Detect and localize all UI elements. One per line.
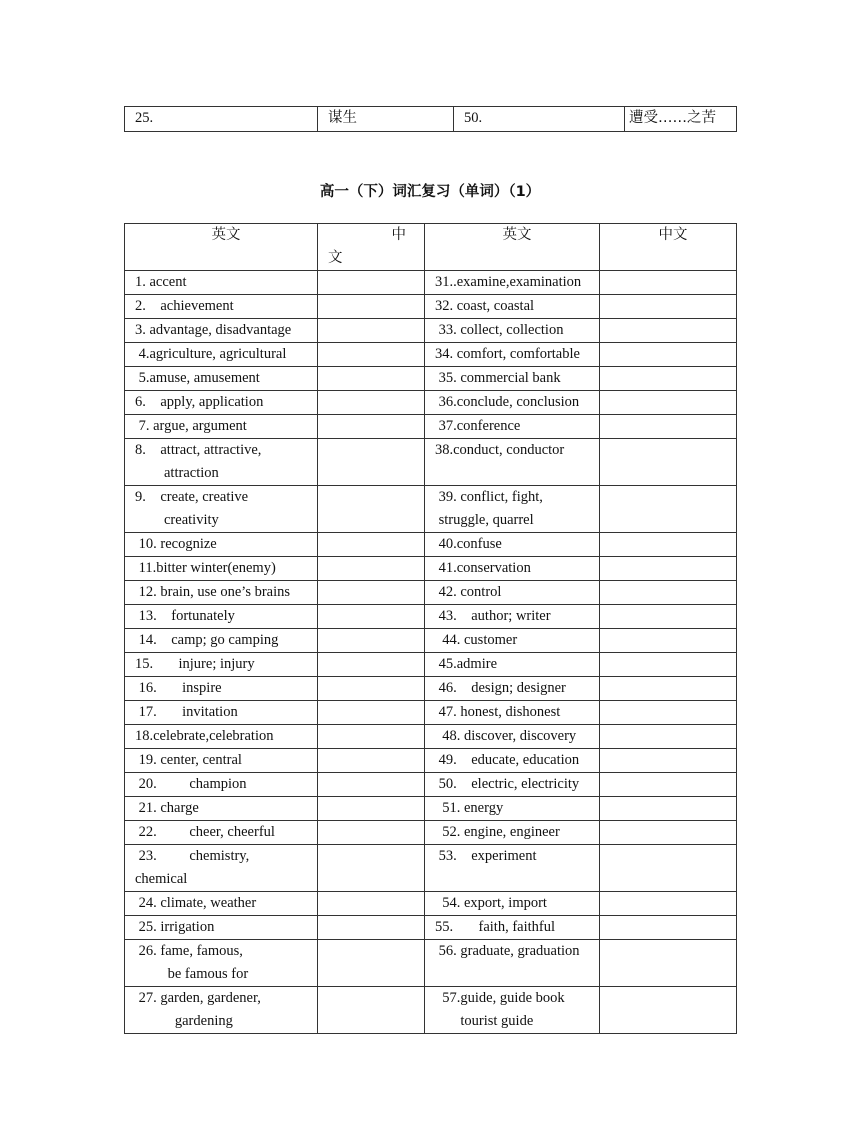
chinese-blank-right	[600, 533, 737, 557]
english-word-right: 56. graduate, graduation	[425, 940, 600, 987]
english-word-right: 45.admire	[425, 653, 600, 677]
chinese-blank-left	[318, 533, 425, 557]
english-word-right: 52. engine, engineer	[425, 821, 600, 845]
chinese-blank-right	[600, 581, 737, 605]
table-row	[125, 701, 737, 725]
chinese-blank-left	[318, 677, 425, 701]
english-word-left: 10. recognize	[125, 533, 318, 557]
english-word-right: 53. experiment	[425, 845, 600, 892]
table-row	[125, 271, 737, 295]
table-row	[125, 295, 737, 319]
table-row	[125, 916, 737, 940]
english-word-left: 13. fortunately	[125, 605, 318, 629]
english-word-right: 38.conduct, conductor	[425, 439, 600, 486]
english-word-left: 11.bitter winter(enemy)	[125, 557, 318, 581]
chinese-blank-right	[600, 295, 737, 319]
table-row	[125, 653, 737, 677]
header-chinese-left-char2: 文	[328, 250, 343, 266]
chinese-blank-right	[600, 605, 737, 629]
english-word-left: 12. brain, use one’s brains	[125, 581, 318, 605]
chinese-blank-right	[600, 343, 737, 367]
chinese-blank-left	[318, 343, 425, 367]
english-word-left: 22. cheer, cheerful	[125, 821, 318, 845]
table-row	[125, 797, 737, 821]
chinese-blank-right	[600, 821, 737, 845]
chinese-blank-left	[318, 439, 425, 486]
table-row	[125, 343, 737, 367]
chinese-blank-right	[600, 892, 737, 916]
english-word-right: 43. author; writer	[425, 605, 600, 629]
top-table	[124, 106, 737, 132]
english-word-right: 44. customer	[425, 629, 600, 653]
chinese-blank-right	[600, 797, 737, 821]
english-word-right: 35. commercial bank	[425, 367, 600, 391]
table-row	[125, 367, 737, 391]
header-chinese-left	[318, 224, 425, 271]
header-english-left: 英文	[125, 224, 318, 271]
chinese-blank-right	[600, 916, 737, 940]
page-heading: 高一（下）词汇复习（单词）（1）	[319, 184, 541, 200]
english-word-left: 9. create, creative creativity	[125, 486, 318, 533]
chinese-blank-right	[600, 773, 737, 797]
top-cell-meaning-right: 遭受……之苦	[625, 107, 737, 132]
chinese-blank-right	[600, 677, 737, 701]
english-word-left: 26. fame, famous, be famous for	[125, 940, 318, 987]
chinese-blank-right	[600, 725, 737, 749]
english-word-right: 33. collect, collection	[425, 319, 600, 343]
english-word-left: 20. champion	[125, 773, 318, 797]
chinese-blank-left	[318, 295, 425, 319]
chinese-blank-left	[318, 391, 425, 415]
chinese-blank-left	[318, 557, 425, 581]
english-word-left: 27. garden, gardener, gardening	[125, 987, 318, 1034]
header-english-right: 英文	[425, 224, 600, 271]
english-word-left: 17. invitation	[125, 701, 318, 725]
english-word-left: 18.celebrate,celebration	[125, 725, 318, 749]
english-word-left: 2. achievement	[125, 295, 318, 319]
english-word-left: 8. attract, attractive, attraction	[125, 439, 318, 486]
english-word-left: 14. camp; go camping	[125, 629, 318, 653]
chinese-blank-left	[318, 367, 425, 391]
english-word-right: 31..examine,examination	[425, 271, 600, 295]
chinese-blank-right	[600, 271, 737, 295]
english-word-right: 34. comfort, comfortable	[425, 343, 600, 367]
table-row	[125, 845, 737, 892]
english-word-left: 6. apply, application	[125, 391, 318, 415]
english-word-left: 23. chemistry, chemical	[125, 845, 318, 892]
chinese-blank-left	[318, 605, 425, 629]
chinese-blank-right	[600, 940, 737, 987]
chinese-blank-left	[318, 892, 425, 916]
table-row	[125, 486, 737, 533]
top-cell-number-left: 25.	[125, 107, 318, 132]
chinese-blank-left	[318, 271, 425, 295]
chinese-blank-right	[600, 486, 737, 533]
table-row	[125, 391, 737, 415]
table-row	[125, 629, 737, 653]
chinese-blank-left	[318, 797, 425, 821]
english-word-left: 19. center, central	[125, 749, 318, 773]
english-word-right: 39. conflict, fight, struggle, quarrel	[425, 486, 600, 533]
top-cell-number-right: 50.	[454, 107, 625, 132]
english-word-left: 1. accent	[125, 271, 318, 295]
chinese-blank-right	[600, 319, 737, 343]
chinese-blank-right	[600, 701, 737, 725]
table-row	[125, 557, 737, 581]
table-row	[125, 439, 737, 486]
table-row	[125, 319, 737, 343]
english-word-right: 47. honest, dishonest	[425, 701, 600, 725]
chinese-blank-left	[318, 653, 425, 677]
chinese-blank-right	[600, 653, 737, 677]
chinese-blank-right	[600, 439, 737, 486]
table-row	[125, 415, 737, 439]
table-row	[125, 749, 737, 773]
table-row	[125, 821, 737, 845]
english-word-left: 21. charge	[125, 797, 318, 821]
table-row	[125, 773, 737, 797]
english-word-right: 51. energy	[425, 797, 600, 821]
english-word-left: 25. irrigation	[125, 916, 318, 940]
chinese-blank-left	[318, 773, 425, 797]
english-word-left: 7. argue, argument	[125, 415, 318, 439]
chinese-blank-left	[318, 486, 425, 533]
table-row	[125, 940, 737, 987]
chinese-blank-left	[318, 581, 425, 605]
english-word-right: 46. design; designer	[425, 677, 600, 701]
chinese-blank-left	[318, 701, 425, 725]
chinese-blank-right	[600, 845, 737, 892]
english-word-right: 36.conclude, conclusion	[425, 391, 600, 415]
chinese-blank-right	[600, 557, 737, 581]
chinese-blank-right	[600, 415, 737, 439]
header-chinese-right: 中文	[600, 224, 737, 271]
chinese-blank-left	[318, 940, 425, 987]
table-row	[125, 892, 737, 916]
chinese-blank-right	[600, 987, 737, 1034]
chinese-blank-right	[600, 391, 737, 415]
english-word-right: 55. faith, faithful	[425, 916, 600, 940]
chinese-blank-right	[600, 629, 737, 653]
english-word-right: 49. educate, education	[425, 749, 600, 773]
english-word-right: 37.conference	[425, 415, 600, 439]
table-row	[125, 605, 737, 629]
english-word-left: 16. inspire	[125, 677, 318, 701]
chinese-blank-left	[318, 725, 425, 749]
english-word-left: 24. climate, weather	[125, 892, 318, 916]
vocab-table	[124, 223, 737, 1034]
english-word-left: 4.agriculture, agricultural	[125, 343, 318, 367]
chinese-blank-left	[318, 415, 425, 439]
table-header-row	[125, 224, 737, 271]
english-word-right: 57.guide, guide book tourist guide	[425, 987, 600, 1034]
english-word-right: 48. discover, discovery	[425, 725, 600, 749]
chinese-blank-left	[318, 629, 425, 653]
top-table-row	[125, 107, 737, 132]
english-word-right: 50. electric, electricity	[425, 773, 600, 797]
header-chinese-left-char1: 中	[391, 227, 406, 243]
english-word-right: 32. coast, coastal	[425, 295, 600, 319]
english-word-right: 41.conservation	[425, 557, 600, 581]
chinese-blank-left	[318, 845, 425, 892]
table-row	[125, 725, 737, 749]
english-word-left: 15. injure; injury	[125, 653, 318, 677]
chinese-blank-left	[318, 916, 425, 940]
chinese-blank-right	[600, 367, 737, 391]
chinese-blank-left	[318, 319, 425, 343]
english-word-right: 54. export, import	[425, 892, 600, 916]
english-word-right: 40.confuse	[425, 533, 600, 557]
table-row	[125, 987, 737, 1034]
table-row	[125, 677, 737, 701]
table-row	[125, 533, 737, 557]
english-word-right: 42. control	[425, 581, 600, 605]
english-word-left: 5.amuse, amusement	[125, 367, 318, 391]
chinese-blank-left	[318, 749, 425, 773]
chinese-blank-left	[318, 987, 425, 1034]
chinese-blank-left	[318, 821, 425, 845]
chinese-blank-right	[600, 749, 737, 773]
english-word-left: 3. advantage, disadvantage	[125, 319, 318, 343]
top-cell-meaning-left: 谋生	[318, 107, 454, 132]
table-row	[125, 581, 737, 605]
